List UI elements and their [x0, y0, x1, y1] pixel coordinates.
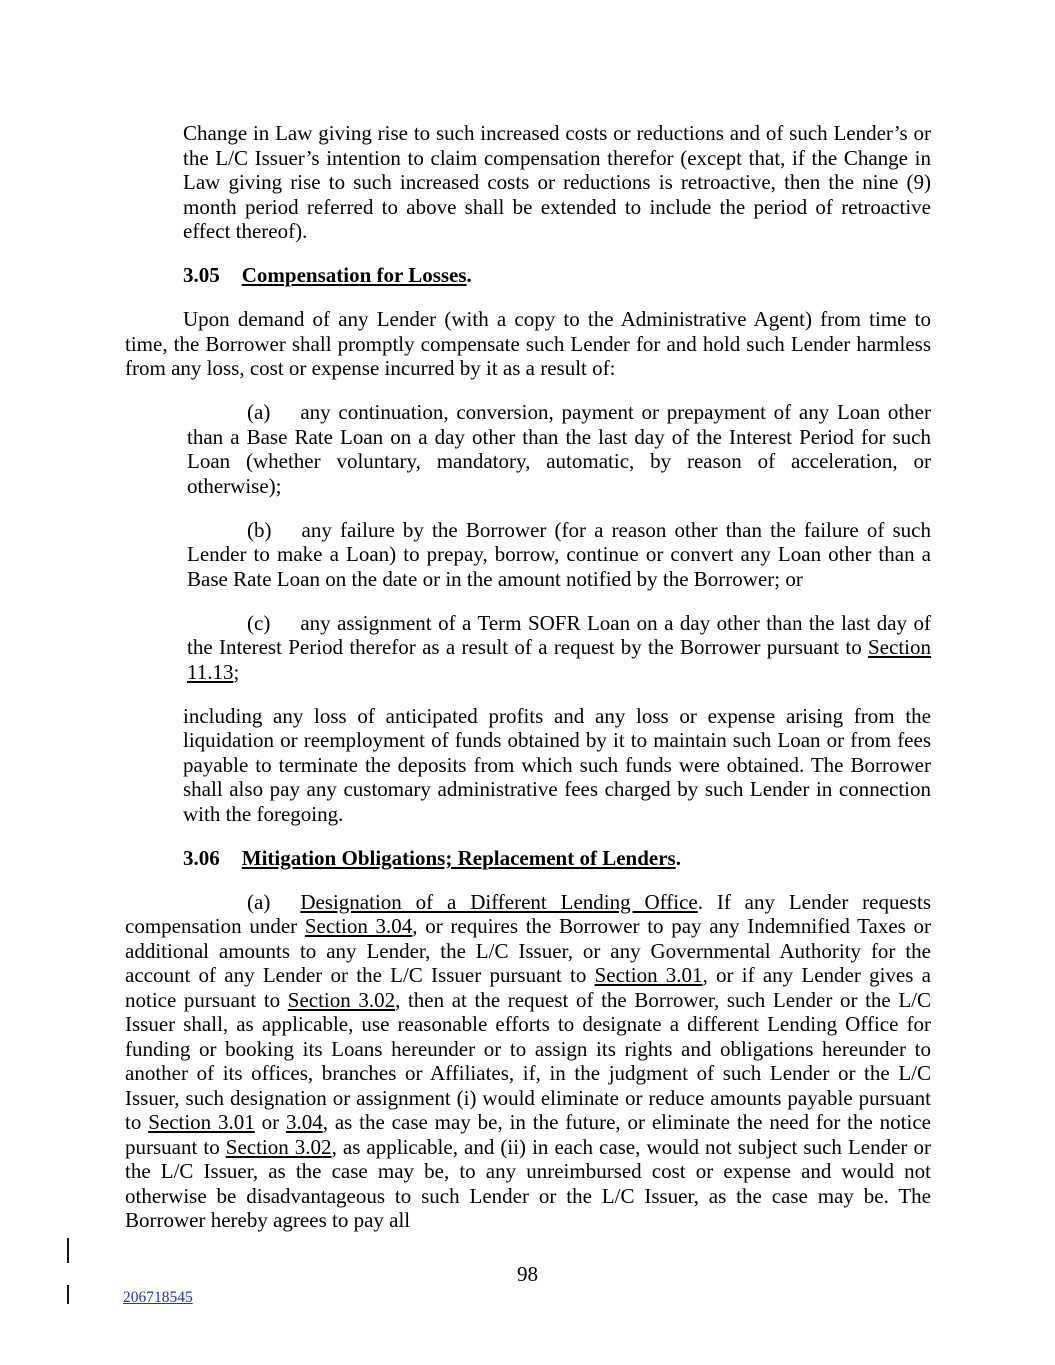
text-run: any failure by the Borrower (for a reason other than the failure of such Lender to make a Loan) to prepay, borrow, continue or convert any Loan other than a Base Rate Loan on the date or in the amount notified by the Borrower; or: [187, 517, 931, 591]
underlined-text-run: Section 3.02: [225, 1134, 332, 1159]
list-item-a: [187, 400, 931, 498]
text-run: (c): [247, 610, 271, 635]
text-run: any continuation, conversion, payment or prepayment of any Loan other than a Base Rate Loan on a day other than the last day of the Interest Period for such Loan (whether voluntary, mandatory, automatic, by reason of acceleration, or otherwise);: [187, 400, 931, 498]
page-number: 98: [517, 1262, 538, 1286]
text-run: (a): [247, 400, 271, 424]
text-run: any assignment of a Term SOFR Loan on a day other than the last day of the Interest Period therefor as a result of a request by the Borrower pursuant to: [187, 610, 931, 659]
text-run: (a): [247, 889, 271, 914]
paragraph-designation: [125, 890, 931, 1233]
text-run: . If any Lender requests compensation under: [125, 889, 931, 938]
text-run: 3.06: [183, 845, 220, 870]
underlined-text-run: Mitigation Obligations; Replacement of Lenders: [241, 845, 676, 870]
document-body: [125, 121, 931, 1252]
underlined-text-run: Section 11.13: [187, 635, 931, 684]
underlined-text-run: Designation of a Different Lending Office: [300, 889, 698, 914]
underlined-text-run: Compensation for Losses: [241, 263, 467, 287]
text-run: , as applicable, and (ii) in each case, would not subject such Lender or the L/C Issuer, as the case may be, to any unreimbursed cost or expense and would not otherwise be disadvantageous to such Lender or the L/C Issuer, as the case may be. The Borrower hereby agrees to pay all: [125, 1134, 931, 1232]
text-run: , then at the request of the Borrower, such Lender or the L/C Issuer shall, as applicable, use reasonable efforts to designate a different Lending Office for funding or booking its Loans hereunder or to assign its rights and obligations hereunder to another of its offices, branches or Affiliates, if, in the judgment of such Lender or the L/C Issuer, such designation or assignment (i) would eliminate or reduce amounts payable pursuant to: [125, 987, 931, 1134]
document-id-link[interactable]: 206718545: [123, 1289, 193, 1306]
text-run: Upon demand of any Lender (with a copy to the Administrative Agent) from time to time, the Borrower shall promptly compensate such Lender for and hold such Lender harmless from any loss, cost or expense incurred by it as a result of:: [125, 307, 931, 380]
list-item-b: [187, 518, 931, 592]
text-run: or: [254, 1110, 286, 1134]
revision-change-bar: [67, 1238, 69, 1263]
underlined-text-run: Section 3.04: [304, 914, 413, 938]
paragraph-continuation: [183, 121, 931, 244]
list-item-c: [187, 611, 931, 685]
text-run: ;: [233, 659, 240, 684]
text-run: (b): [247, 517, 272, 542]
underlined-text-run: Section 3.02: [287, 987, 396, 1012]
paragraph-compensation-intro: [125, 307, 931, 381]
text-run: , as the case may be, in the future, or eliminate the need for the notice pursuant to: [125, 1110, 931, 1159]
text-run: , or if any Lender gives a notice pursuant to: [125, 963, 931, 1012]
text-run: , or requires the Borrower to pay any Indemnified Taxes or additional amounts to any Lender, the L/C Issuer, or any Governmental Authority for the account of any Lender or the L/C Issuer pursuant to: [125, 914, 932, 987]
text-run: Change in Law giving rise to such increased costs or reductions and of such Lender’s or the L/C Issuer’s intention to claim compensation therefor (except that, if the Change in Law giving rise to such increased costs or reductions is retroactive, then the nine (9) month period referred to above shall be extended to include the period of retroactive effect thereof).: [183, 121, 931, 243]
text-run: including any loss of anticipated profits and any loss or expense arising from the liquidation or reemployment of funds obtained by it to maintain such Loan or from fees payable to terminate the deposits from which such funds were obtained. The Borrower shall also pay any customary administrative fees charged by such Lender in connection with the foregoing.: [183, 703, 931, 826]
underlined-text-run: 3.04: [285, 1110, 323, 1134]
revision-change-bar: [67, 1285, 69, 1304]
underlined-text-run: Section 3.01: [594, 963, 703, 987]
text-run: .: [675, 845, 681, 870]
underlined-text-run: Section 3.01: [148, 1110, 255, 1134]
text-run: .: [466, 263, 472, 287]
paragraph-including: [183, 704, 931, 827]
section-heading-3-06: [183, 846, 931, 871]
text-run: 3.05: [183, 263, 220, 287]
section-heading-3-05: [183, 263, 931, 288]
